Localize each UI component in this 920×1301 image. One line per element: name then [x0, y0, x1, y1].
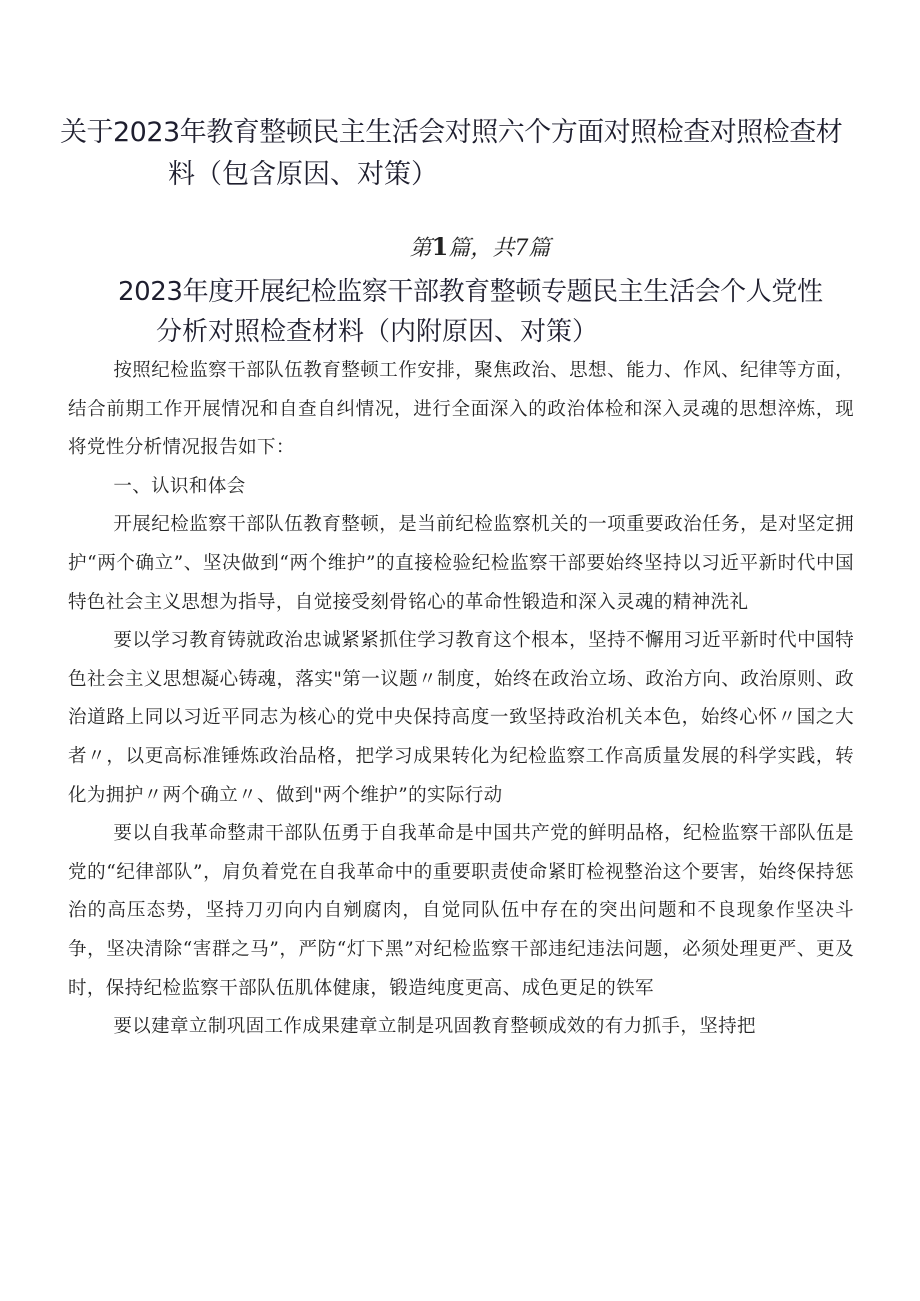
paragraph-institution: 要以建章立制巩固工作成果建章立制是巩固教育整顿成效的有力抓手，坚持把	[113, 1016, 756, 1038]
document-title	[60, 112, 860, 196]
document-title-line-1: 关于2023年教育整顿民主生活会对照六个方面对照检查对照检查材	[60, 117, 843, 148]
paragraph-education: 开展纪检监察干部队伍教育整顿，是当前纪检监察机关的一项重要政治任务，是对坚定拥护“两个确立”、坚决做到“两个维护”的直接检验纪检监察干部要始终坚持以习近平新时代中国特色社会主义思想为指导，自觉接受刻骨铭心的革命性锻造和深入灵魂的精神洗礼	[68, 514, 854, 613]
part-prefix: 第	[409, 236, 432, 261]
part-middle: 篇，共	[448, 236, 515, 261]
part-indicator	[0, 232, 920, 264]
paragraph-self-revolution: 要以自我革命整肃干部队伍勇于自我革命是中国共产党的鲜明品格，纪检监察干部队伍是党的“纪律部队”，肩负着党在自我革命中的重要职责使命紧盯检视整治这个要害，始终保持惩治的高压态势，坚持刀刃向内自剜腐肉，自觉同队伍中存在的突出问题和不良现象作坚决斗争，坚决清除“害群之马”，严防“灯下黑”对纪检监察干部违纪违法问题，必须处理更严、更及时，保持纪检监察干部队伍肌体健康，锻造纯度更高、成色更足的铁军	[68, 823, 854, 999]
article-title-line-1: 2023年度开展纪检监察干部教育整顿专题民主生活会个人党性	[118, 277, 823, 307]
paragraph-study: 要以学习教育铸就政治忠诚紧紧抓住学习教育这个根本，坚持不懈用习近平新时代中国特色社会主义思想凝心铸魂，落实"第一议题〃制度，始终在政治立场、政治方向、政治原则、政治道路上同以习近平同志为核心的党中央保持高度一致坚持政治机关本色，始终心怀〃国之大者〃，以更高标准锤炼政治品格，把学习成果转化为纪检监察工作高质量发展的科学实践，转化为拥护〃两个确立〃、做到"两个维护”的实际行动	[68, 630, 854, 806]
article-title	[118, 272, 878, 352]
body-text	[68, 352, 854, 1047]
part-suffix: 篇	[528, 236, 551, 261]
part-number: 1	[431, 232, 449, 261]
part-total: 7	[514, 236, 529, 261]
section-heading: 一、认识和体会	[113, 475, 246, 497]
document-title-line-2: 料（包含原因、对策）	[168, 159, 438, 190]
article-title-line-2: 分析对照检查材料（内附原因、对策）	[156, 317, 599, 347]
paragraph-intro: 按照纪检监察干部队伍教育整顿工作安排，聚焦政治、思想、能力、作风、纪律等方面，结合前期工作开展情况和自查自纠情况，进行全面深入的政治体检和深入灵魂的思想淬炼，现将党性分析情况报告如下：	[68, 360, 854, 459]
